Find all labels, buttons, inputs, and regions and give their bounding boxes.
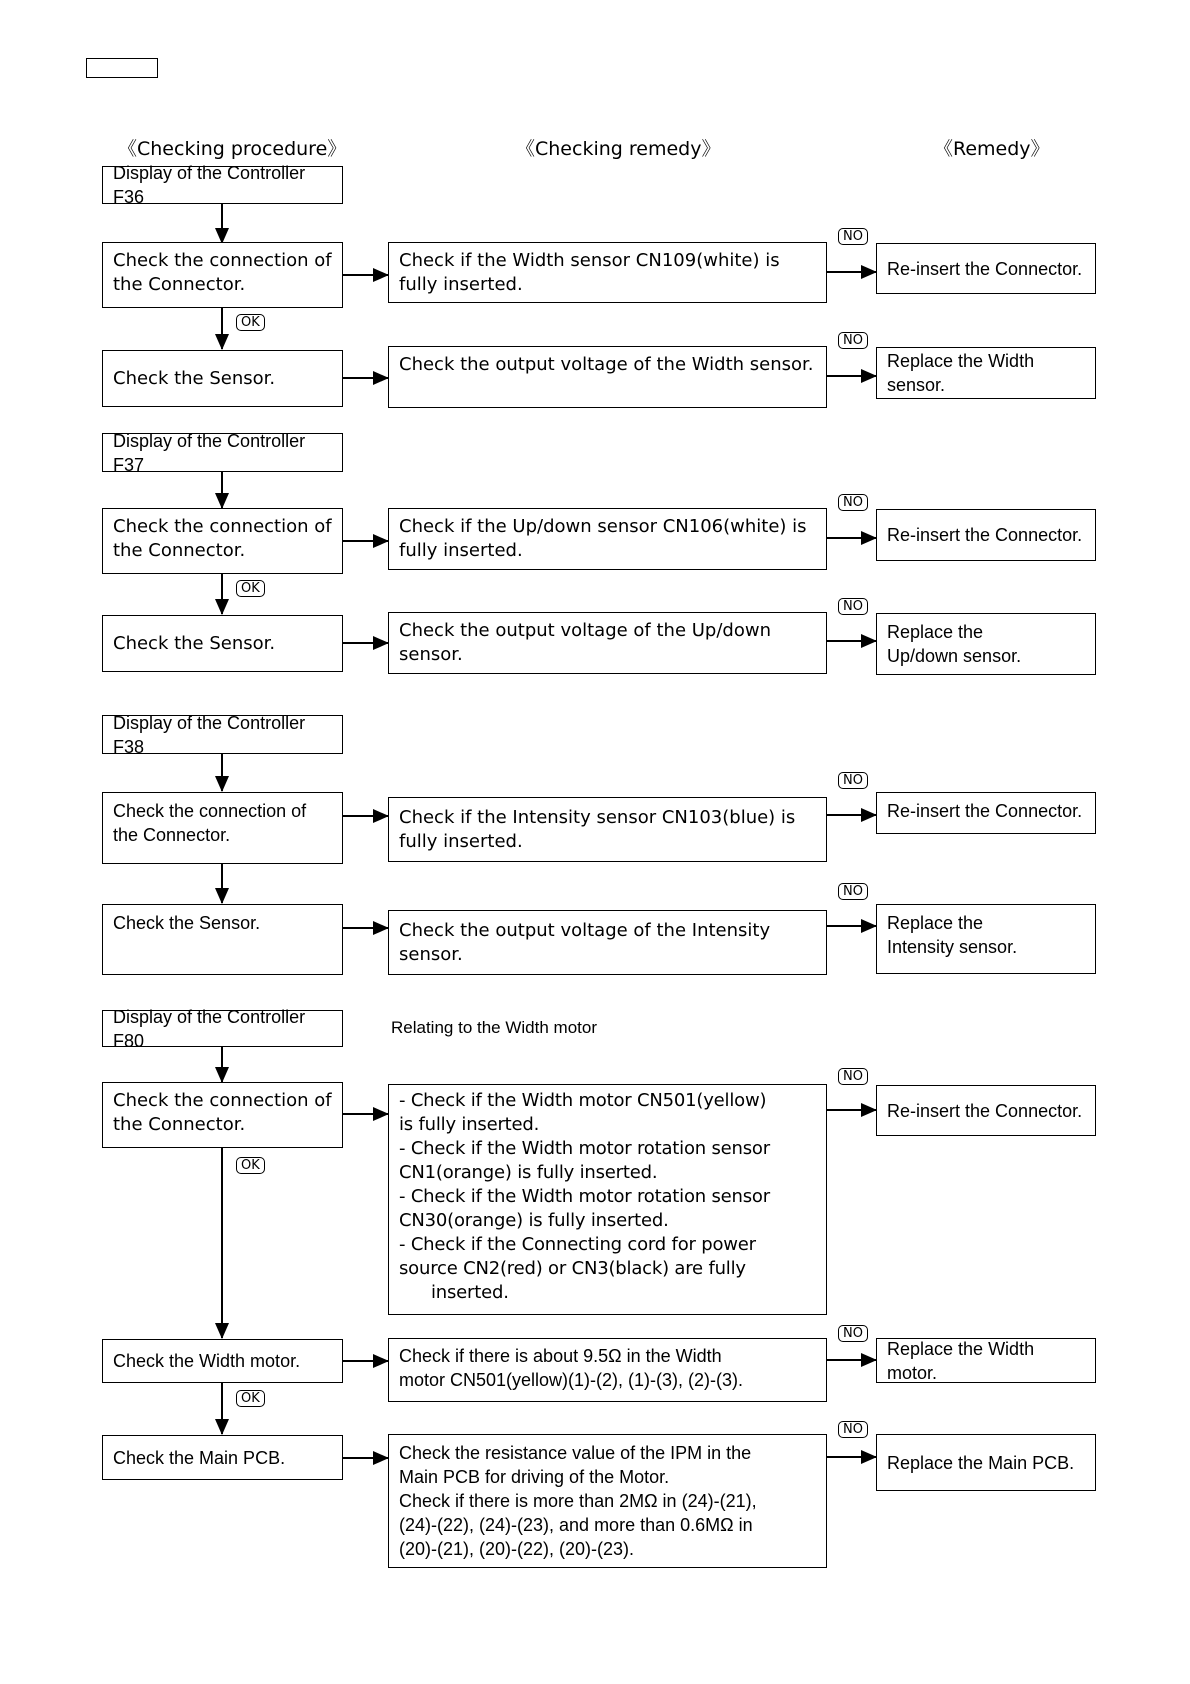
remedy-replace-updown-sensor: Replace the Up/down sensor. [876,613,1096,675]
check-line: source CN2(red) or CN3(black) are fully [399,1258,746,1279]
check-line: (24)-(22), (24)-(23), and more than 0.6MΩ in [399,1515,753,1535]
checking-remedy-text: Check the output voltage of the Up/down sensor. [388,612,827,674]
checking-remedy-text: Check if the Width sensor CN109(white) is fully inserted. [388,242,827,303]
check-line: - Check if the Connecting cord for power [399,1234,756,1255]
no-label: NO [838,332,868,349]
display-controller-f38: Display of the Controller F38 [102,715,343,754]
no-label: NO [838,1421,868,1438]
no-label: NO [838,772,868,789]
no-label: NO [838,1068,868,1085]
procedure-check-connection: Check the connection of the Connector. [102,1082,343,1148]
display-controller-f80: Display of the Controller F80 [102,1010,343,1047]
checking-remedy-text: Check the output voltage of the Width sensor. [388,346,827,408]
check-line: motor CN501(yellow)(1)-(2), (1)-(3), (2)-(3). [399,1370,744,1390]
remedy-replace-main-pcb: Replace the Main PCB. [876,1434,1096,1491]
procedure-check-main-pcb: Check the Main PCB. [102,1435,343,1480]
note-width-motor: Relating to the Width motor [391,1018,597,1037]
display-controller-f37: Display of the Controller F37 [102,433,343,472]
check-line: - Check if the Width motor CN501(yellow) [399,1090,767,1111]
remedy-replace-intensity-sensor: Replace the Intensity sensor. [876,904,1096,974]
header-remedy: 《Remedy》 [934,138,1050,160]
checking-remedy-text [388,1338,827,1402]
remedy-reinsert-connector: Re-insert the Connector. [876,243,1096,294]
procedure-check-sensor: Check the Sensor. [102,904,343,975]
procedure-check-sensor: Check the Sensor. [102,615,343,672]
remedy-replace-width-sensor: Replace the Width sensor. [876,347,1096,399]
no-label: NO [838,494,868,511]
procedure-check-connection: Check the connection of the Connector. [102,508,343,574]
procedure-check-connection: Check the connection of the Connector. [102,242,343,308]
procedure-check-sensor: Check the Sensor. [102,350,343,407]
checking-remedy-text: Check if the Up/down sensor CN106(white) is fully inserted. [388,508,827,570]
ok-label: OK [236,1157,265,1174]
display-controller-f36: Display of the Controller F36 [102,166,343,204]
check-line: (20)-(21), (20)-(22), (20)-(23). [399,1539,635,1559]
check-line: is fully inserted. [399,1114,540,1135]
checking-remedy-text [388,1434,827,1568]
check-line: CN30(orange) is fully inserted. [399,1210,669,1231]
no-label: NO [838,598,868,615]
procedure-check-width-motor: Check the Width motor. [102,1339,343,1383]
check-line: Main PCB for driving of the Motor. [399,1467,670,1487]
ok-label: OK [236,580,265,597]
remedy-replace-width-motor: Replace the Width motor. [876,1338,1096,1383]
checking-remedy-text [388,1084,827,1315]
check-line: Check if there is more than 2MΩ in (24)-(21), [399,1491,757,1511]
check-line: Check if there is about 9.5Ω in the Width [399,1346,722,1366]
check-line: - Check if the Width motor rotation sensor [399,1138,770,1159]
check-line: Check the resistance value of the IPM in the [399,1443,752,1463]
ok-label: OK [236,1390,265,1407]
remedy-reinsert-connector: Re-insert the Connector. [876,509,1096,561]
ok-label: OK [236,314,265,331]
header-checking-remedy: 《Checking remedy》 [516,138,721,160]
no-label: NO [838,883,868,900]
check-line: inserted. [431,1282,509,1303]
header-checking-procedure: 《Checking procedure》 [118,138,347,160]
remedy-reinsert-connector: Re-insert the Connector. [876,792,1096,834]
remedy-reinsert-connector: Re-insert the Connector. [876,1085,1096,1136]
checking-remedy-text: Check if the Intensity sensor CN103(blue) is fully inserted. [388,797,827,862]
no-label: NO [838,1325,868,1342]
check-line: CN1(orange) is fully inserted. [399,1162,658,1183]
procedure-check-connection: Check the connection of the Connector. [102,792,343,864]
checking-remedy-text: Check the output voltage of the Intensity sensor. [388,910,827,975]
check-line: - Check if the Width motor rotation sensor [399,1186,770,1207]
no-label: NO [838,228,868,245]
